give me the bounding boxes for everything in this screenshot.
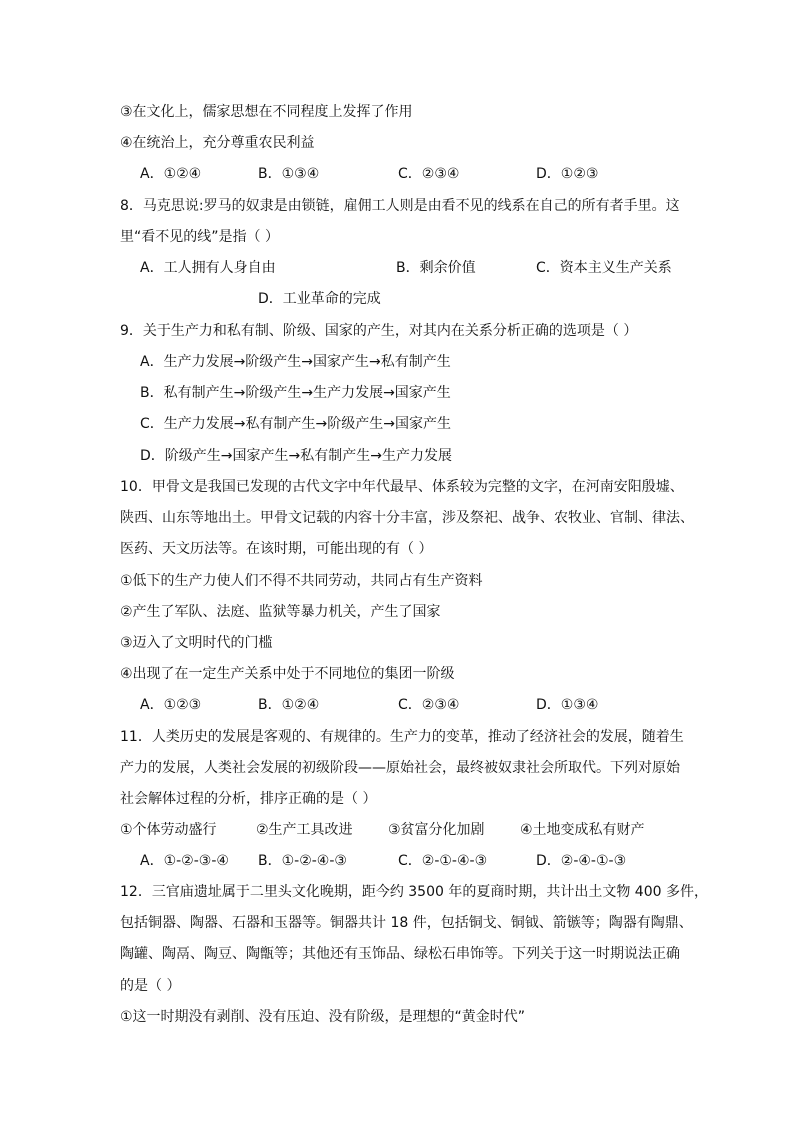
q10-option-b: B．①②④ xyxy=(258,697,320,713)
q7-item-3: ③在文化上，儒家思想在不同程度上发挥了作用 xyxy=(120,104,413,120)
q10-option-d: D．①③④ xyxy=(536,697,599,713)
q8-stem-line-2: 里“看不见的线”是指（ ） xyxy=(120,229,279,245)
q11-stem-line-2: 产力的发展，人类社会发展的初级阶段——原始社会，最终被奴隶社会所取代。下列对原始 xyxy=(120,760,680,776)
q7-option-a: A．①②④ xyxy=(140,166,202,182)
q10-stem-line-3: 医药、天文历法等。在该时期，可能出现的有（ ） xyxy=(120,541,433,557)
q9-option-c: C．生产力发展→私有制产生→阶级产生→国家产生 xyxy=(140,416,451,432)
q11-stem-line-3: 社会解体过程的分析，排序正确的是（ ） xyxy=(120,791,377,807)
q12-stem-line-3: 陶罐、陶鬲、陶豆、陶甑等；其他还有玉饰品、绿松石串饰等。下列关于这一时期说法正确 xyxy=(120,946,680,962)
q11-stem-line-1: 11．人类历史的发展是客观的、有规律的。生产力的变革，推动了经济社会的发展，随着生 xyxy=(120,729,684,745)
q11-item-3: ③贫富分化加剧 xyxy=(388,822,485,838)
q8-option-d: D．工业革命的完成 xyxy=(258,291,381,307)
q10-item-4: ④出现了在一定生产关系中处于不同地位的集团一阶级 xyxy=(120,666,455,682)
q9-option-a: A．生产力发展→阶级产生→国家产生→私有制产生 xyxy=(140,354,451,370)
q12-stem-line-4: 的是（ ） xyxy=(120,978,181,994)
q10-option-a: A．①②③ xyxy=(140,697,202,713)
q11-option-b: B．①-②-④-③ xyxy=(258,853,347,869)
q12-stem-line-1: 12．三官庙遗址属于二里头文化晚期，距今约 3500 年的夏商时期，共计出土文物 400 多件， xyxy=(120,884,708,900)
q10-item-2: ②产生了军队、法庭、监狱等暴力机关，产生了国家 xyxy=(120,604,441,620)
q7-option-b: B．①③④ xyxy=(258,166,320,182)
q9-option-d: D．阶级产生→国家产生→私有制产生→生产力发展 xyxy=(140,448,452,464)
q8-option-c: C．资本主义生产关系 xyxy=(536,260,672,276)
q11-option-a: A．①-②-③-④ xyxy=(140,853,229,869)
q11-option-d: D．②-④-①-③ xyxy=(536,853,627,869)
q10-stem-line-1: 10．甲骨文是我国已发现的古代文字中年代最早、体系较为完整的文字，在河南安阳殷墟、 xyxy=(120,479,684,495)
q10-option-c: C．②③④ xyxy=(398,697,460,713)
q9-stem: 9．关于生产力和私有制、阶级、国家的产生，对其内在关系分析正确的选项是（ ） xyxy=(120,323,638,339)
q11-option-c: C．②-①-④-③ xyxy=(398,853,488,869)
q11-item-1: ①个体劳动盛行 xyxy=(120,822,217,838)
q8-option-b: B．剩余价值 xyxy=(396,260,476,276)
q8-option-a: A．工人拥有人身自由 xyxy=(140,260,276,276)
q10-item-3: ③迈入了文明时代的门槛 xyxy=(120,635,273,651)
q11-item-4: ④土地变成私有财产 xyxy=(520,822,645,838)
q10-item-1: ①低下的生产力使人们不得不共同劳动，共同占有生产资料 xyxy=(120,573,483,589)
q10-stem-line-2: 陕西、山东等地出土。甲骨文记载的内容十分丰富，涉及祭祀、战争、农牧业、官制、律法、 xyxy=(120,510,694,526)
q7-option-c: C．②③④ xyxy=(398,166,460,182)
q12-stem-line-2: 包括铜器、陶器、石器和玉器等。铜器共计 18 件，包括铜戈、铜钺、箭镞等；陶器有陶鼎、 xyxy=(120,915,693,931)
q11-item-2: ②生产工具改进 xyxy=(256,822,353,838)
q8-stem-line-1: 8．马克思说:罗马的奴隶是由锁链，雇佣工人则是由看不见的线系在自己的所有者手里。这 xyxy=(120,198,680,214)
q9-option-b: B．私有制产生→阶级产生→生产力发展→国家产生 xyxy=(140,385,451,401)
q12-item-1: ①这一时期没有剥削、没有压迫、没有阶级，是理想的“黄金时代” xyxy=(120,1009,526,1025)
q7-item-4: ④在统治上，充分尊重农民利益 xyxy=(120,135,315,151)
q7-option-d: D．①②③ xyxy=(536,166,599,182)
